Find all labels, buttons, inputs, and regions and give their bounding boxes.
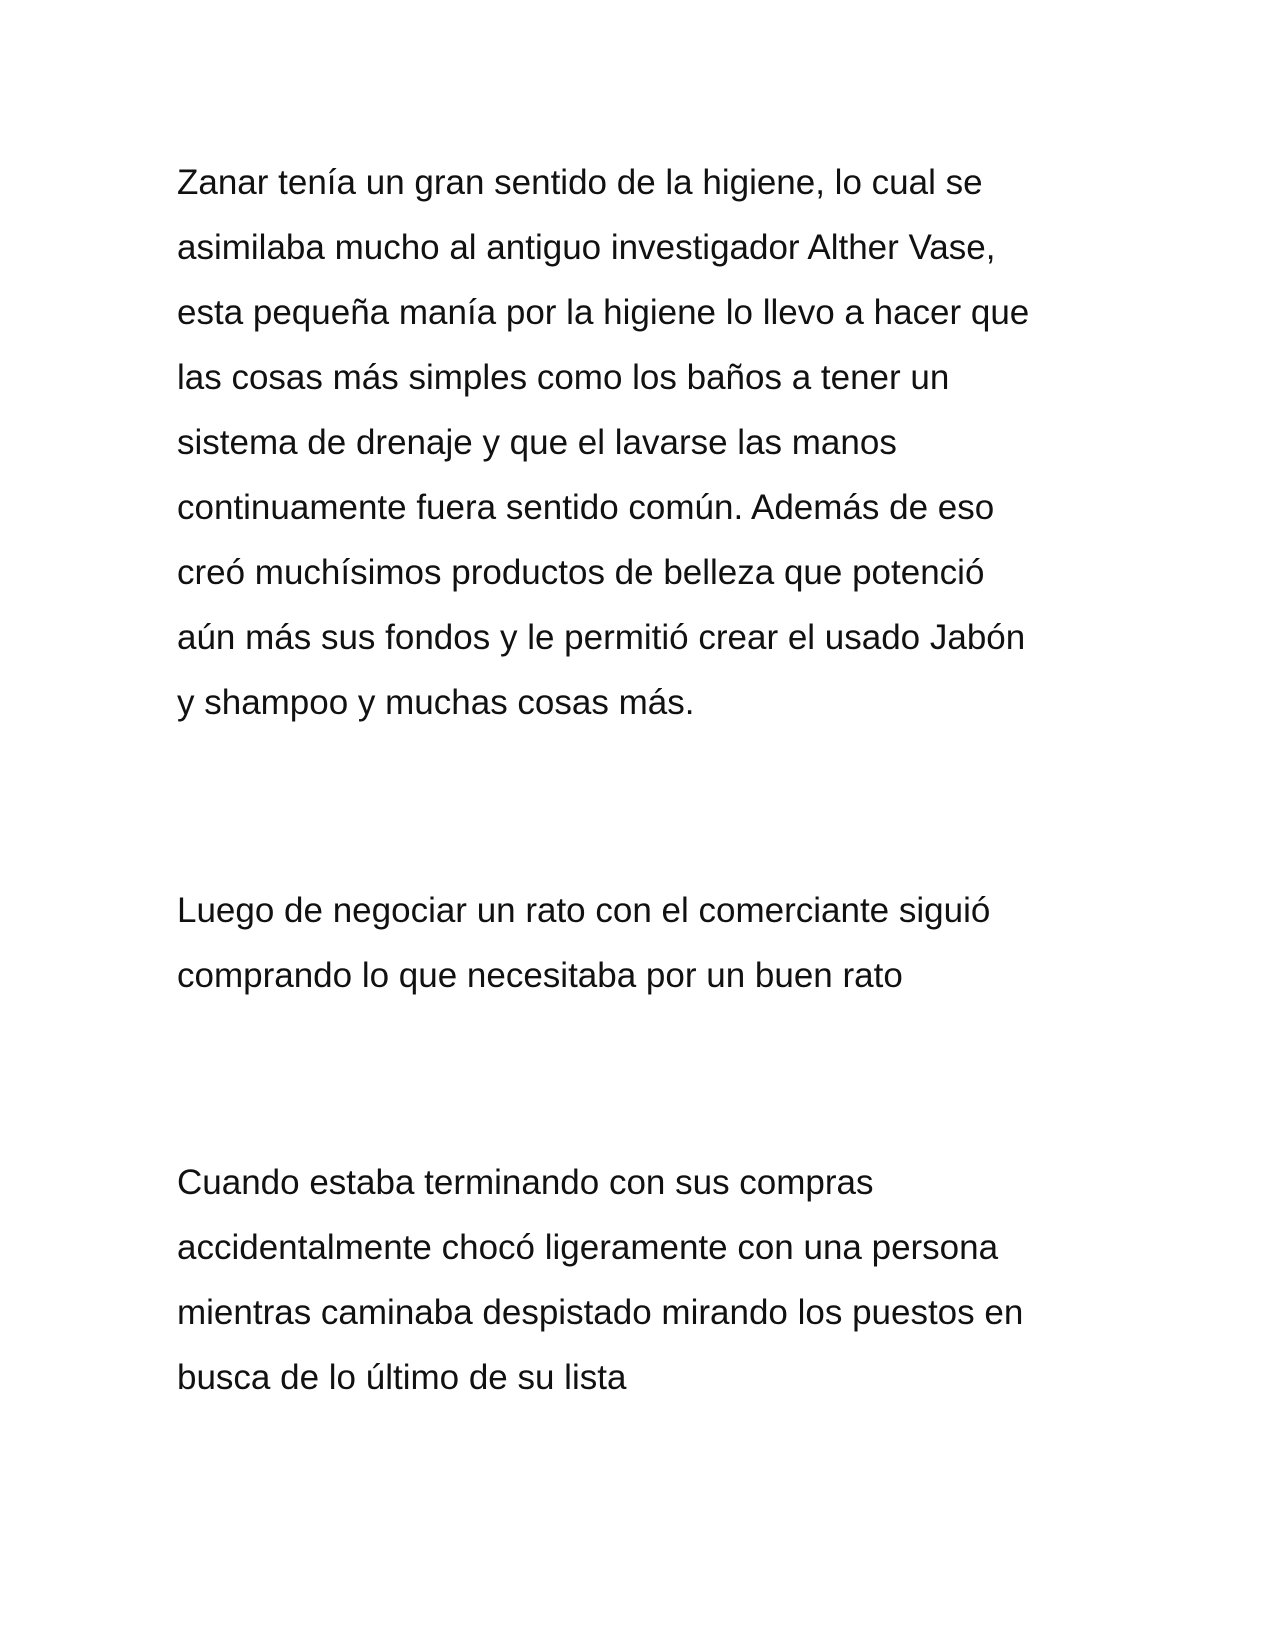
paragraph-line: y shampoo y muchas cosas más. bbox=[177, 683, 695, 722]
paragraph-line: esta pequeña manía por la higiene lo llevo a hacer que bbox=[177, 293, 1030, 332]
paragraph-3 bbox=[177, 1150, 1117, 1410]
paragraph-line: Cuando estaba terminando con sus compras bbox=[177, 1163, 874, 1202]
paragraph-line: busca de lo último de su lista bbox=[177, 1358, 627, 1397]
paragraph-line: Luego de negociar un rato con el comerciante siguió bbox=[177, 891, 991, 930]
paragraph-1 bbox=[177, 150, 1117, 735]
paragraph-line: las cosas más simples como los baños a tener un bbox=[177, 358, 950, 397]
paragraph-2 bbox=[177, 878, 1117, 1008]
paragraph-line: comprando lo que necesitaba por un buen rato bbox=[177, 956, 903, 995]
paragraph-line: accidentalmente chocó ligeramente con una persona bbox=[177, 1228, 999, 1267]
paragraph-line: continuamente fuera sentido común. Además de eso bbox=[177, 488, 995, 527]
paragraph-line: sistema de drenaje y que el lavarse las manos bbox=[177, 423, 897, 462]
paragraph-line: mientras caminaba despistado mirando los puestos en bbox=[177, 1293, 1024, 1332]
paragraph-line: creó muchísimos productos de belleza que potenció bbox=[177, 553, 985, 592]
paragraph-line: aún más sus fondos y le permitió crear el usado Jabón bbox=[177, 618, 1026, 657]
paragraph-line: Zanar tenía un gran sentido de la higiene, lo cual se bbox=[177, 163, 983, 202]
paragraph-line: asimilaba mucho al antiguo investigador Alther Vase, bbox=[177, 228, 996, 267]
